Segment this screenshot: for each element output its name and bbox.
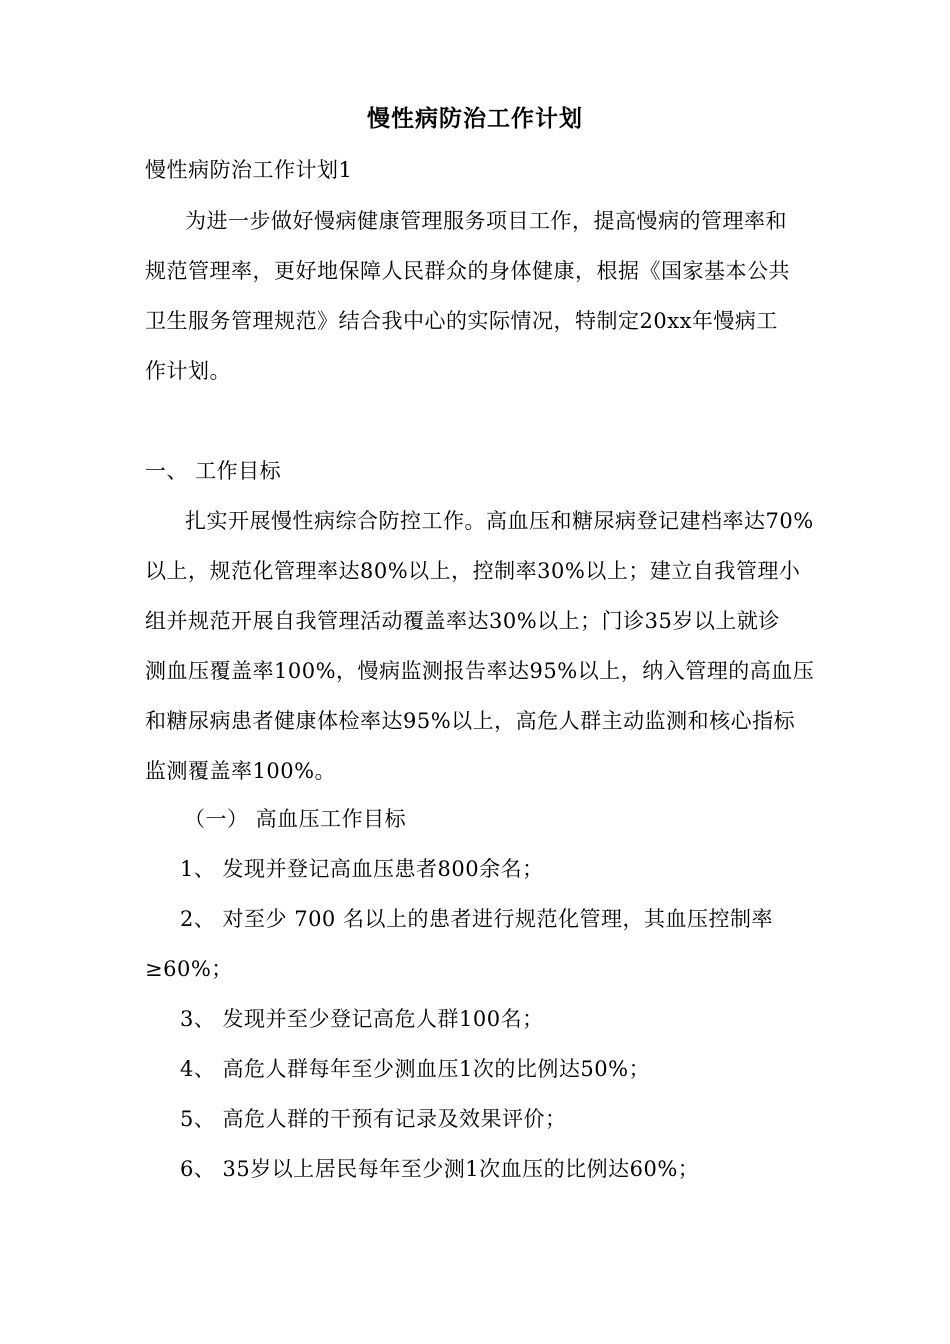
goal-line-4: 测血压覆盖率100%，慢病监测报告率达95%以上，纳入管理的高血压 (145, 659, 815, 683)
goal-line-6: 监测覆盖率100%。 (145, 759, 337, 783)
section-heading-goals: 一、 工作目标 (145, 459, 282, 483)
intro-line-1: 为进一步做好慢病健康管理服务项目工作，提高慢病的管理率和 (185, 209, 787, 233)
document-title: 慢性病防治工作计划 (367, 106, 583, 132)
goal-line-2: 以上，规范化管理率达80%以上，控制率30%以上；建立自我管理小 (145, 559, 801, 583)
intro-line-4: 作计划。 (145, 359, 231, 383)
list-item-1: 1、 发现并登记高血压患者800余名； (180, 857, 544, 881)
list-item-2-continued: ≥60%； (145, 957, 233, 981)
goal-line-5: 和糖尿病患者健康体检率达95%以上，高危人群主动监测和核心指标 (145, 709, 796, 733)
list-item-5: 5、 高危人群的干预有记录及效果评价； (180, 1107, 567, 1131)
list-item-6: 6、 35岁以上居民每年至少测1次血压的比例达60%； (180, 1157, 700, 1181)
list-item-4: 4、 高危人群每年至少测血压1次的比例达50%； (180, 1057, 651, 1081)
sub-heading-hypertension: （一） 高血压工作目标 (184, 807, 407, 831)
goal-line-1: 扎实开展慢性病综合防控工作。高血压和糖尿病登记建档率达70% (185, 509, 814, 533)
document-subtitle: 慢性病防治工作计划1 (145, 158, 353, 182)
list-item-3: 3、 发现并至少登记高危人群100名； (180, 1007, 544, 1031)
intro-line-3: 卫生服务管理规范》结合我中心的实际情况，特制定20xx年慢病工 (145, 309, 778, 333)
goal-line-3: 组并规范开展自我管理活动覆盖率达30%以上；门诊35岁以上就诊 (145, 609, 780, 633)
intro-line-2: 规范管理率，更好地保障人民群众的身体健康，根据《国家基本公共 (145, 259, 790, 283)
list-item-2: 2、 对至少 700 名以上的患者进行规范化管理，其血压控制率 (180, 907, 773, 931)
